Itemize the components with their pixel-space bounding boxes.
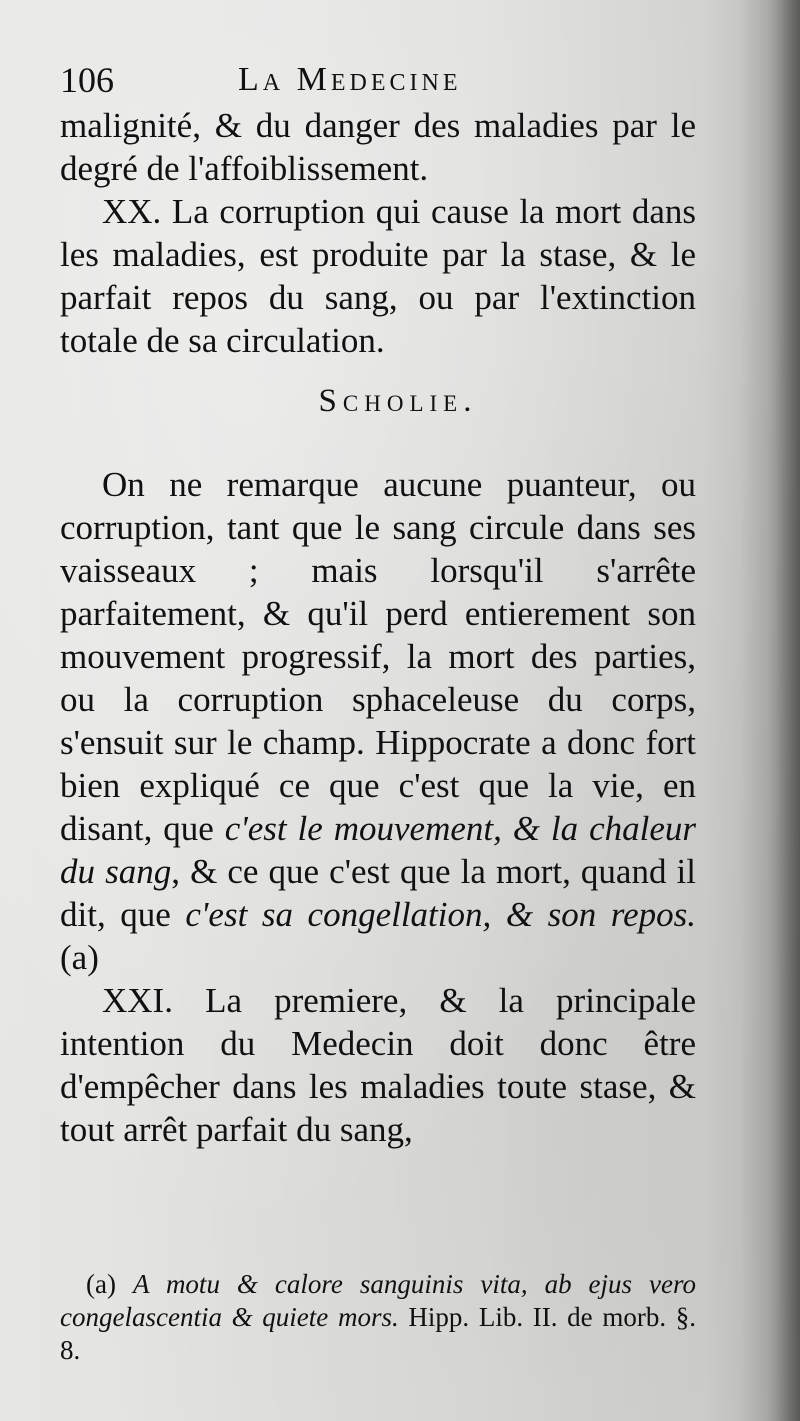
main-text bbox=[60, 104, 696, 1151]
scholie-paragraph bbox=[60, 463, 696, 979]
article-xxi: XXI. La premiere, & la principale intention du Medecin doit donc être d'empêcher dans les maladies toute stase, & tout arrêt parfait du sang, bbox=[60, 981, 696, 1149]
footnote-latin: A motu & calore sanguinis vita, ab ejus vero congelascentia & quiete mors. bbox=[60, 1269, 697, 1332]
running-title: La Medecine bbox=[238, 61, 462, 98]
scholie-quote-life: c'est le mouvement, & la chaleur du sang bbox=[60, 809, 696, 891]
gutter-shadow bbox=[740, 0, 800, 1421]
footnote bbox=[60, 1268, 696, 1367]
section-heading: Scholie. bbox=[318, 383, 478, 419]
scholie-quote-death: c'est sa congellation, & son repos. bbox=[185, 895, 697, 934]
paragraph-continuation: malignité, & du danger des maladies par le degré de l'affoiblissement. bbox=[60, 106, 696, 188]
footnote-marker: (a) bbox=[86, 1269, 116, 1299]
scholie-text-1: On ne remarque aucune puanteur, ou corruption, tant que le sang circule dans ses vaisseaux ; mais lorsqu'il s'arrête parfaitement, & qu'il perd entierement son mouvement progressif, la mort des parties, ou la corruption sphaceleuse du corps, s'ensuit sur le champ. Hippocrate a donc fort bien expliqué ce que c'est que la vie, en disant, que bbox=[60, 465, 696, 848]
page-number: 106 bbox=[60, 60, 114, 100]
scholie-text-2: , & ce que c'est que la mort, quand il dit, que bbox=[60, 852, 696, 934]
footnote-reference-mark: (a) bbox=[60, 938, 99, 977]
article-xx: XX. La corruption qui cause la mort dans les maladies, est produite par la stase, & le parfait repos du sang, ou par l'extinction totale de sa circulation. bbox=[60, 192, 696, 360]
spacer bbox=[60, 423, 696, 463]
page-header bbox=[60, 56, 700, 104]
footnote-reference: Hipp. Lib. II. de morb. §. 8. bbox=[60, 1302, 697, 1365]
